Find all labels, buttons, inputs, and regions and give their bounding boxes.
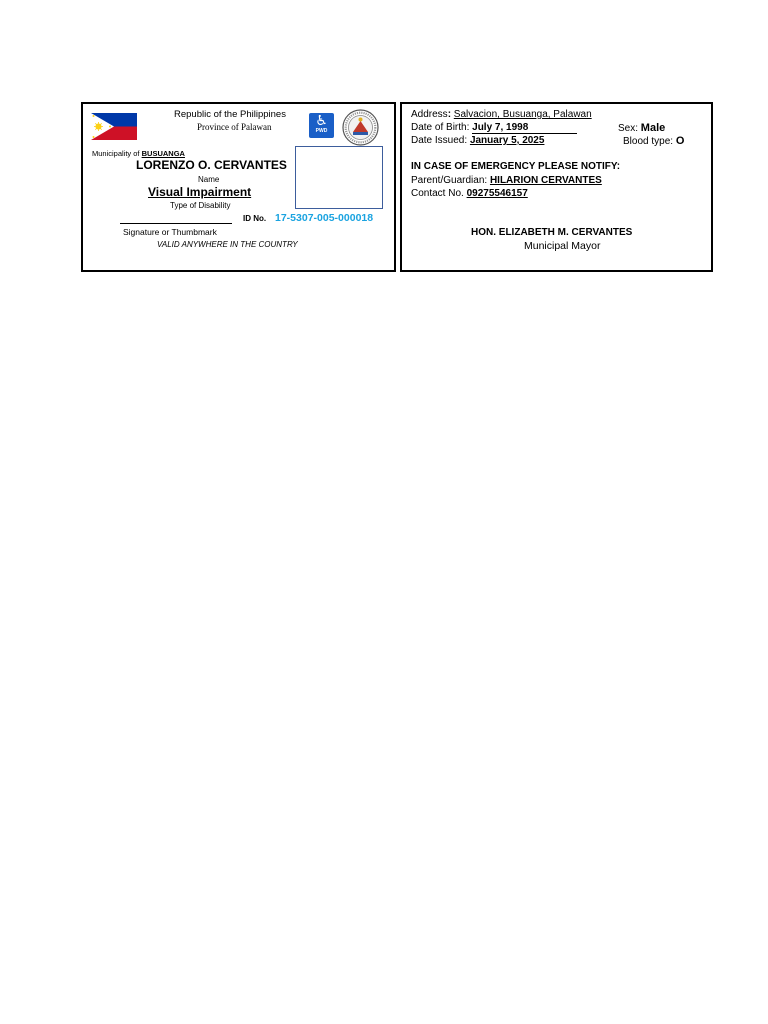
issued-label: Date Issued: <box>411 135 468 146</box>
address-line: Address: Salvacion, Busuanga, Palawan <box>411 109 592 120</box>
municipal-seal-icon <box>342 109 379 146</box>
signature-caption: Signature or Thumbmark <box>123 227 217 237</box>
philippine-flag-icon <box>91 113 137 140</box>
address-label: Address <box>411 109 448 120</box>
validity-note: VALID ANYWHERE IN THE COUNTRY <box>157 240 298 249</box>
emergency-heading: IN CASE OF EMERGENCY PLEASE NOTIFY: <box>411 161 621 172</box>
province-heading: Province of Palawan <box>197 122 272 132</box>
contact-value: 09275546157 <box>466 188 528 199</box>
blood-line <box>623 135 684 147</box>
municipality-line <box>92 149 185 158</box>
id-number-value: 17-5307-005-000018 <box>275 212 374 224</box>
issued-value: January 5, 2025 <box>469 135 545 146</box>
holder-name: LORENZO O. CERVANTES <box>136 158 287 172</box>
sex-value: Male <box>640 122 666 134</box>
id-card-front <box>81 102 396 272</box>
sex-label: Sex: <box>618 123 639 134</box>
sex-line <box>618 122 665 134</box>
name-caption: Name <box>198 175 220 184</box>
id-card-back <box>400 102 713 272</box>
signature-line <box>120 223 232 224</box>
issued-line <box>411 135 544 146</box>
dob-label: Date of Birth: <box>411 122 470 133</box>
id-number-label: ID No. <box>243 214 267 223</box>
photo-box <box>295 146 383 209</box>
guardian-value: HILARION CERVANTES <box>489 175 602 186</box>
municipality-label: Municipality of <box>92 149 140 158</box>
dob-line <box>411 122 577 134</box>
municipality-value: BUSUANGA <box>141 149 185 158</box>
mayor-name: HON. ELIZABETH M. CERVANTES <box>471 227 633 238</box>
pwd-wheelchair-icon: ♿ PWD <box>309 113 334 138</box>
contact-line <box>411 188 528 199</box>
mayor-title: Municipal Mayor <box>524 240 601 252</box>
address-value: Salvacion, Busuanga, Palawan <box>453 109 592 120</box>
republic-heading: Republic of the Philippines <box>174 109 286 120</box>
dob-value: July 7, 1998 <box>472 122 577 134</box>
contact-label: Contact No. <box>411 188 464 199</box>
blood-label: Blood type: <box>623 136 674 147</box>
guardian-line <box>411 175 602 186</box>
guardian-label: Parent/Guardian: <box>411 175 488 186</box>
disability-caption: Type of Disability <box>170 201 231 210</box>
disability-value: Visual Impairment <box>148 185 252 199</box>
pwd-logo-label: PWD <box>315 128 328 134</box>
blood-value: O <box>675 135 685 147</box>
